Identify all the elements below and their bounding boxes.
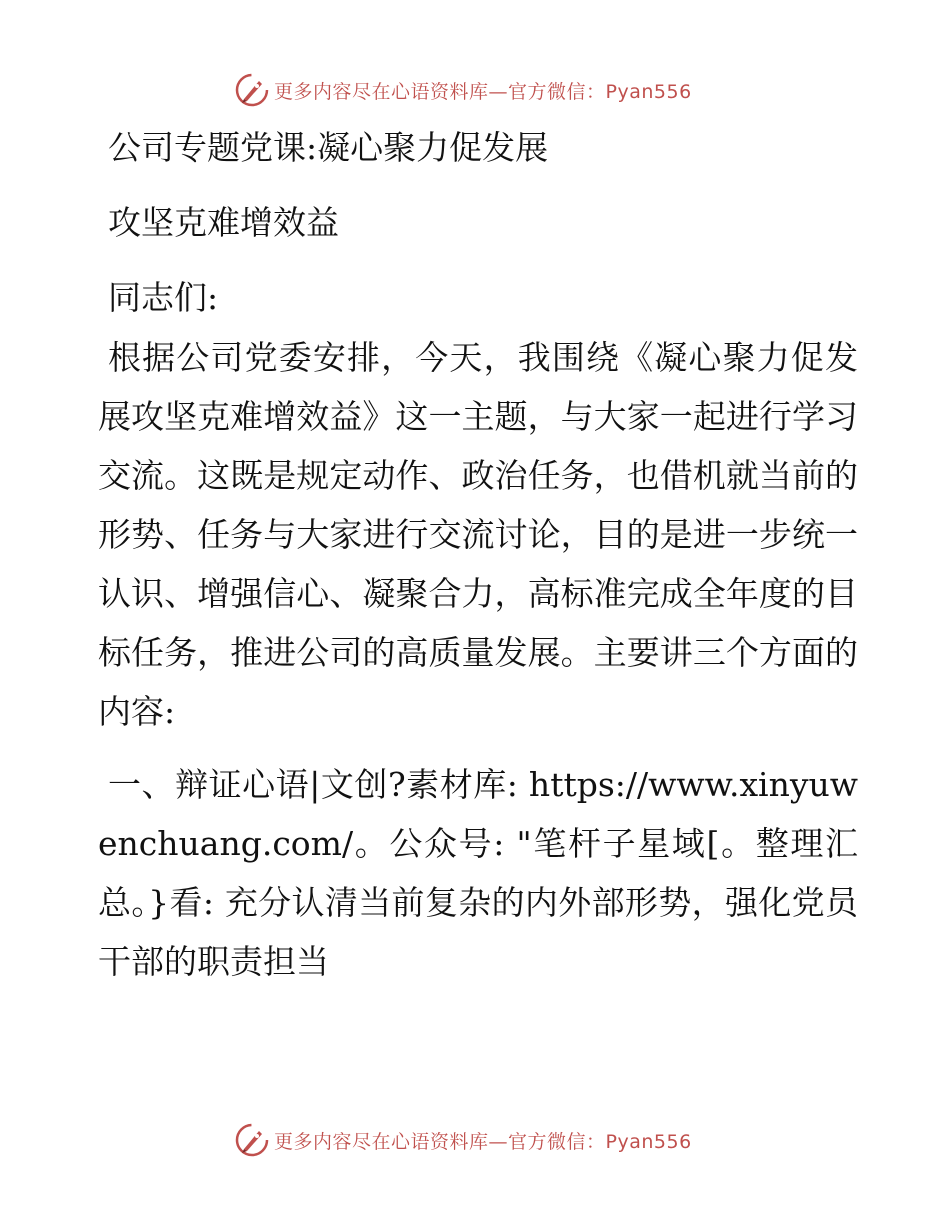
feather-pen-logo-icon bbox=[234, 72, 270, 108]
header-watermark bbox=[234, 70, 692, 110]
section-heading-1: 一、辩证心语|文创?素材库: https://www.xinyuwenchuang.com/。公众号: "笔杆子星域[。整理汇总。}看: 充分认清当前复杂的内外部形势，强化党员干部的职责担当 bbox=[98, 765, 858, 981]
footer-watermark bbox=[234, 1120, 692, 1160]
document-title-line1: 公司专题党课:凝心聚力促发展 bbox=[108, 128, 549, 167]
watermark-text: 更多内容尽在心语资料库—官方微信：Pyan556 bbox=[274, 1130, 692, 1153]
intro-paragraph: 根据公司党委安排，今天，我围绕《凝心聚力促发展攻坚克难增效益》这一主题，与大家一起进行学习交流。这既是规定动作、政治任务，也借机就当前的形势、任务与大家进行交流讨论，目的是进一步统一认识、增强信心、凝聚合力，高标准完成全年度的目标任务，推进公司的高质量发展。主要讲三个方面的内容: bbox=[98, 338, 858, 731]
feather-pen-logo-icon bbox=[234, 1122, 270, 1158]
watermark-text: 更多内容尽在心语资料库—官方微信：Pyan556 bbox=[274, 80, 692, 103]
greeting: 同志们: bbox=[108, 278, 219, 317]
document-title-line2: 攻坚克难增效益 bbox=[108, 203, 339, 242]
document-body bbox=[98, 118, 858, 991]
